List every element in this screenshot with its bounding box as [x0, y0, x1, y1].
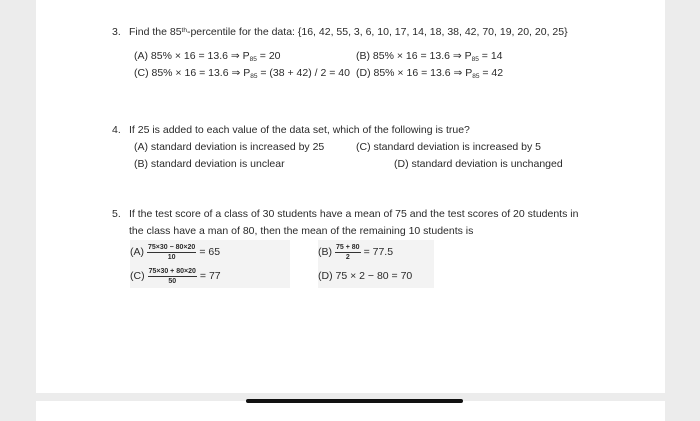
q3-question: Find the 85th-percentile for the data: {16, 42, 55, 3, 6, 10, 17, 14, 18, 38, 42, 70, 19, 20, 20, 25}	[129, 26, 568, 38]
q4-option-d: (D) standard deviation is unchanged	[394, 158, 563, 170]
next-page-edge	[36, 401, 665, 421]
q5-option-d: (D) 75 × 2 − 80 = 70	[318, 264, 434, 288]
q5-question-line2: the class have a man of 80, then the mean of the remaining 10 students is	[129, 225, 474, 237]
q5-question-line1: If the test score of a class of 30 students have a mean of 75 and the test scores of 20 students in	[129, 208, 579, 220]
home-indicator-bar[interactable]	[246, 399, 463, 403]
q5-option-b: (B) $\frac{75 + 80}{2}$ = 77.5	[318, 240, 434, 264]
q5-option-a-fraction: $\frac{75\times 30 - 80\times 20}{10}$	[148, 243, 196, 261]
q4-number: 4.	[112, 124, 121, 136]
q3-number: 3.	[112, 26, 121, 38]
q4-question: If 25 is added to each value of the data set, which of the following is true?	[129, 124, 470, 136]
q3-option-d: (D) 85% × 16 = 13.6 ⇒ $P_{85} = 42$	[356, 67, 504, 80]
q5-number: 5.	[112, 208, 121, 220]
q4-option-b: (B) standard deviation is unclear	[134, 158, 285, 170]
q5-option-a: (A) $\frac{75\times 30 - 80\times 20}{10}$ = 65	[130, 240, 290, 264]
document-page	[36, 0, 665, 393]
q5-option-c: (C) $\frac{75\times 30 + 80\times 20}{50}$ = 77	[130, 264, 290, 288]
q4-option-a: (A) standard deviation is increased by 25	[134, 141, 325, 153]
q3-option-a: (A) 85% × 16 = 13.6 ⇒ $P_{85} = 20$	[134, 50, 281, 63]
q4-option-c: (C) standard deviation is increased by 5	[356, 141, 542, 153]
q3-option-b: (B) 85% × 16 = 13.6 ⇒ $P_{85} = 14$	[356, 50, 503, 63]
q5-option-b-fraction: $\frac{75 + 80}{2}$	[336, 243, 360, 261]
q3-option-c: (C) 85% × 16 = 13.6 ⇒ $P_{85} = (38 + 42) / 2 = 40$	[134, 67, 350, 80]
q5-option-c-fraction: $\frac{75\times 30 + 80\times 20}{50}$	[148, 267, 196, 285]
